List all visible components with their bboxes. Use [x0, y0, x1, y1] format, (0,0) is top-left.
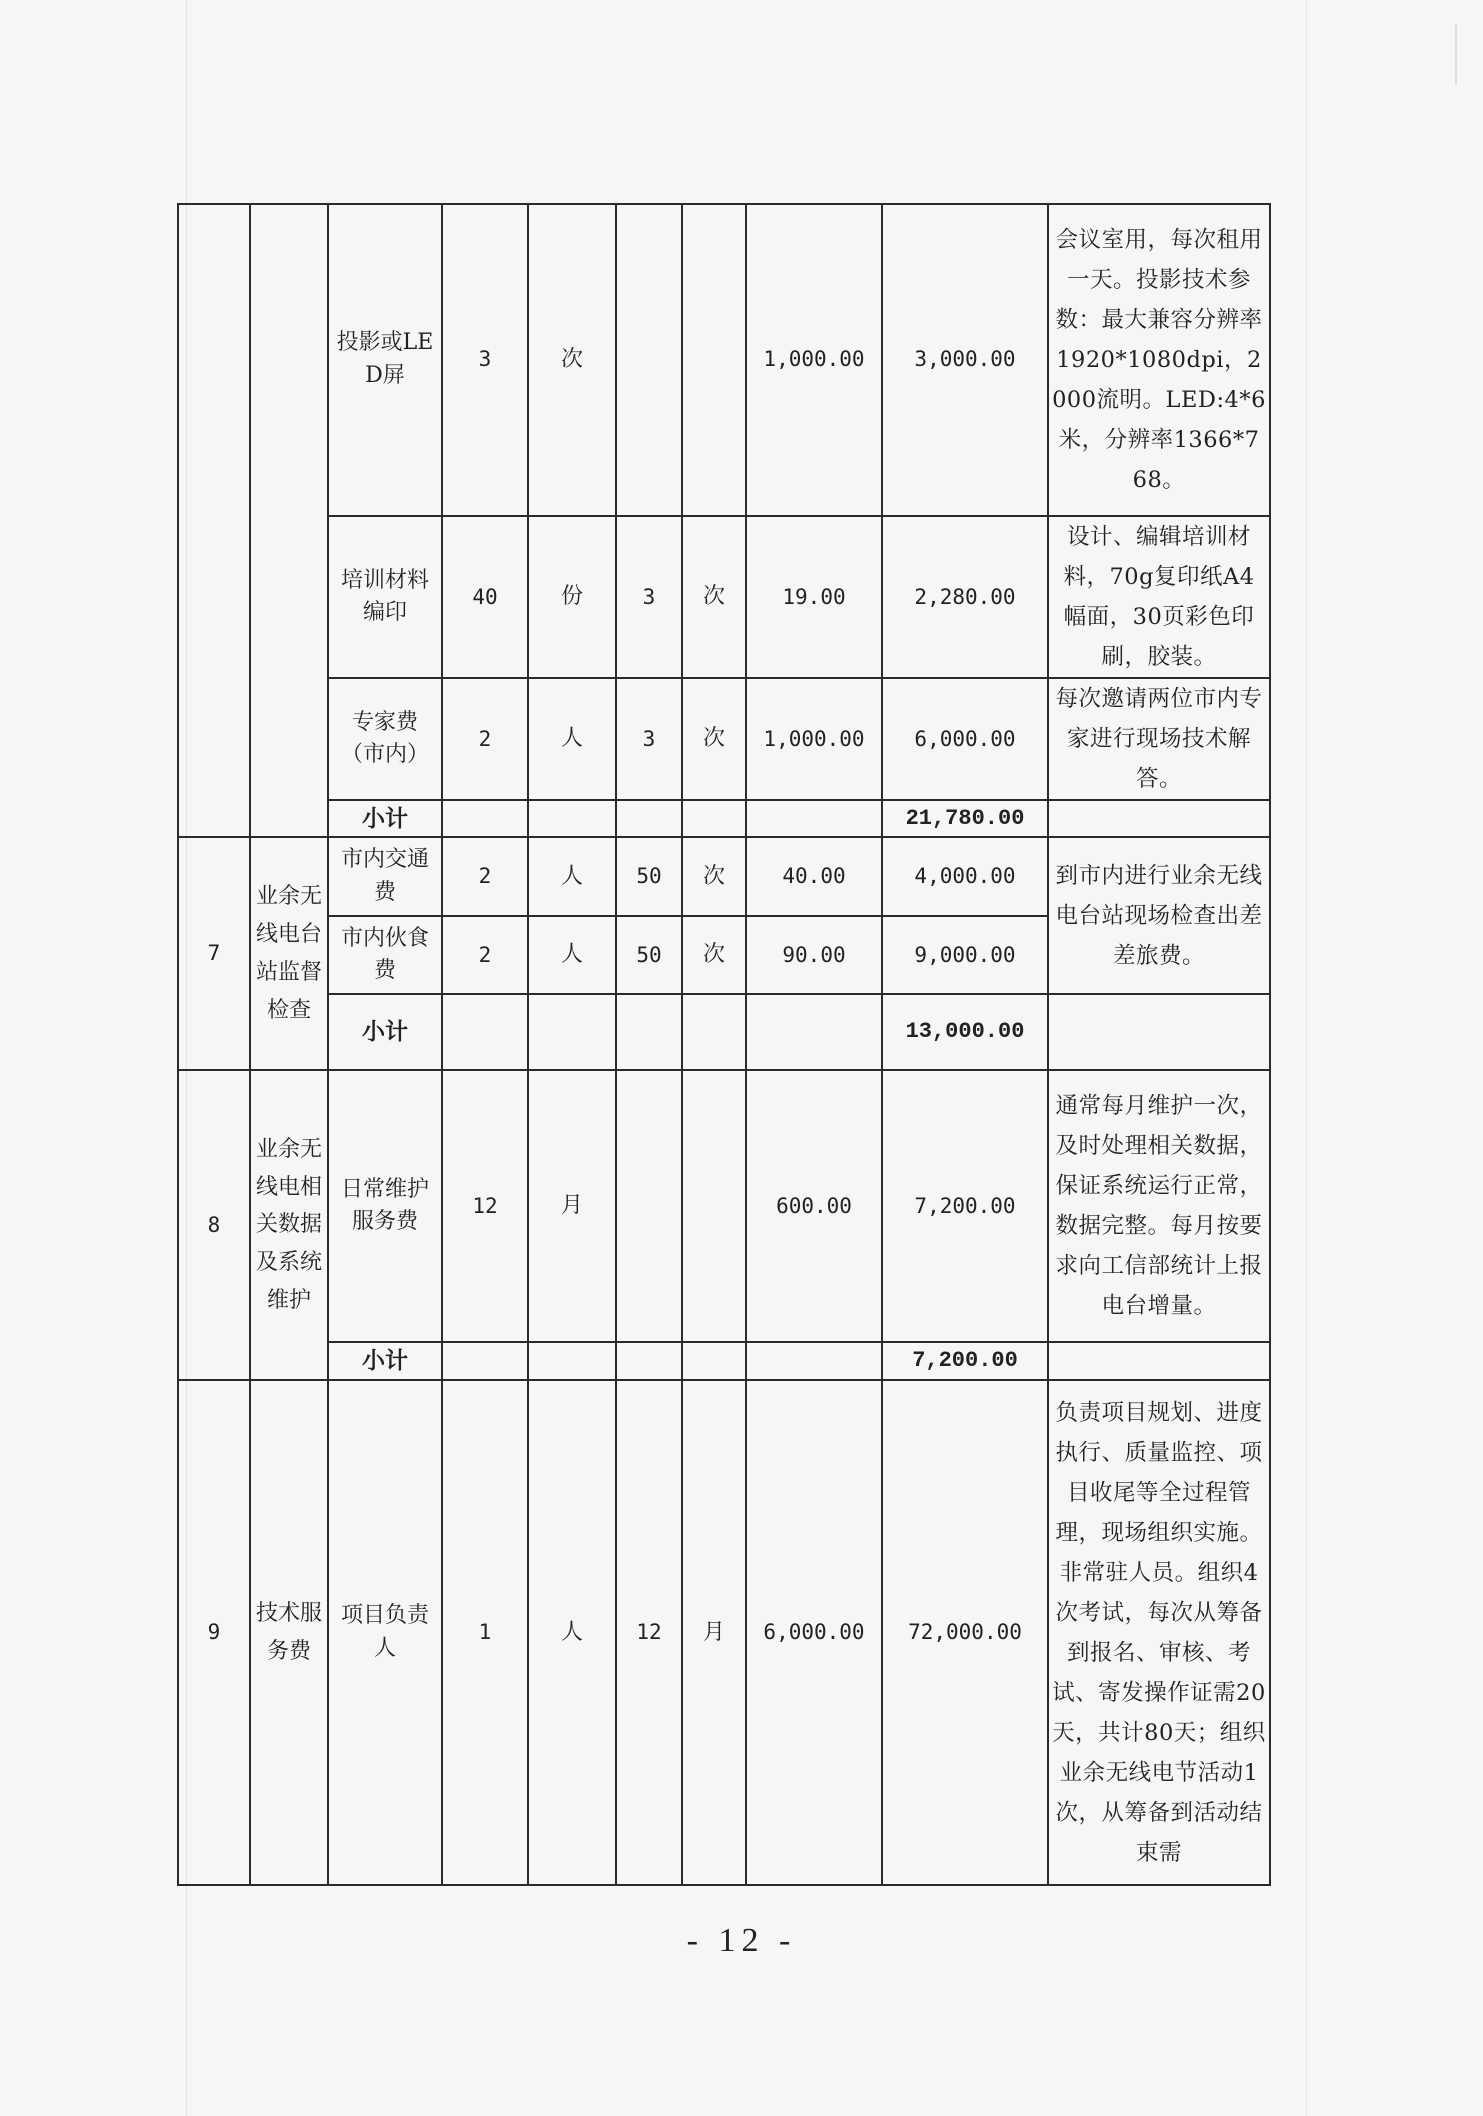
subtotal-amount: 21,780.00: [882, 800, 1048, 837]
subtotal-row: [178, 1342, 1270, 1380]
scan-mark: [1455, 24, 1457, 84]
budget-table: [177, 203, 1271, 1886]
table-row: [178, 678, 1270, 800]
unit-cell: 次: [682, 916, 746, 994]
no-cell: 8: [178, 1070, 250, 1380]
item-cell: 日常维护服务费: [328, 1070, 442, 1342]
amount-cell: 72,000.00: [882, 1380, 1048, 1885]
amount-cell: 4,000.00: [882, 837, 1048, 916]
unit-cell: 次: [682, 678, 746, 800]
item-cell: 培训材料编印: [328, 516, 442, 678]
unit-cell: 月: [682, 1380, 746, 1885]
qty-cell: 50: [616, 916, 682, 994]
unit-cell: 人: [528, 1380, 616, 1885]
remark-cell: 会议室用，每次租用一天。投影技术参数：最大兼容分辨率1920*1080dpi，2000流明。LED:4*6米，分辨率1366*768。: [1048, 204, 1270, 516]
unit-cell: 人: [528, 916, 616, 994]
qty-cell: 3: [616, 516, 682, 678]
unit-cell: [682, 204, 746, 516]
category-cell: 技术服务费: [250, 1380, 328, 1885]
subtotal-label: 小计: [328, 994, 442, 1070]
item-cell: 项目负责人: [328, 1380, 442, 1885]
qty-cell: 40: [442, 516, 528, 678]
amount-cell: 7,200.00: [882, 1070, 1048, 1342]
no-cell: 7: [178, 837, 250, 1070]
subtotal-row: [178, 800, 1270, 837]
remark-cell: 负责项目规划、进度执行、质量监控、项目收尾等全过程管理，现场组织实施。非常驻人员。组织4次考试，每次从筹备到报名、审核、考试、寄发操作证需20天，共计80天；组织业余无线电节活动1次，从筹备到活动结束需: [1048, 1380, 1270, 1885]
unit-cell: 人: [528, 678, 616, 800]
qty-cell: 3: [442, 204, 528, 516]
price-cell: 1,000.00: [746, 204, 882, 516]
item-cell: 投影或LED屏: [328, 204, 442, 516]
qty-cell: 2: [442, 916, 528, 994]
subtotal-amount: 7,200.00: [882, 1342, 1048, 1380]
price-cell: 19.00: [746, 516, 882, 678]
amount-cell: 6,000.00: [882, 678, 1048, 800]
subtotal-label: 小计: [328, 1342, 442, 1380]
qty-cell: 12: [442, 1070, 528, 1342]
subtotal-row: [178, 994, 1270, 1070]
unit-cell: 月: [528, 1070, 616, 1342]
qty-cell: [616, 204, 682, 516]
remark-cell: 通常每月维护一次，及时处理相关数据，保证系统运行正常，数据完整。每月按要求向工信部统计上报电台增量。: [1048, 1070, 1270, 1342]
unit-cell: 人: [528, 837, 616, 916]
price-cell: 6,000.00: [746, 1380, 882, 1885]
table-row: [178, 1380, 1270, 1885]
category-cell: 业余无线电相关数据及系统维护: [250, 1070, 328, 1380]
table-row: [178, 516, 1270, 678]
category-cell: 业余无线电台站监督检查: [250, 837, 328, 1070]
qty-cell: 50: [616, 837, 682, 916]
amount-cell: 3,000.00: [882, 204, 1048, 516]
qty-cell: 2: [442, 678, 528, 800]
qty-cell: 1: [442, 1380, 528, 1885]
price-cell: 90.00: [746, 916, 882, 994]
unit-cell: 份: [528, 516, 616, 678]
category-cell: [250, 204, 328, 837]
scan-margin-line: [1306, 0, 1307, 2116]
unit-cell: 次: [682, 837, 746, 916]
subtotal-amount: 13,000.00: [882, 994, 1048, 1070]
no-cell: 9: [178, 1380, 250, 1885]
page-number: - 12 -: [686, 1922, 797, 1959]
remark-cell: 到市内进行业余无线电台站现场检查出差差旅费。: [1048, 837, 1270, 994]
item-cell: 市内交通费: [328, 837, 442, 916]
amount-cell: 2,280.00: [882, 516, 1048, 678]
remark-cell: 每次邀请两位市内专家进行现场技术解答。: [1048, 678, 1270, 800]
price-cell: 40.00: [746, 837, 882, 916]
qty-cell: 3: [616, 678, 682, 800]
table-row: [178, 837, 1270, 916]
price-cell: 1,000.00: [746, 678, 882, 800]
item-cell: 市内伙食费: [328, 916, 442, 994]
price-cell: 600.00: [746, 1070, 882, 1342]
unit-cell: 次: [528, 204, 616, 516]
table-row: [178, 204, 1270, 516]
item-cell: 专家费（市内）: [328, 678, 442, 800]
subtotal-label: 小计: [328, 800, 442, 837]
amount-cell: 9,000.00: [882, 916, 1048, 994]
remark-cell: 设计、编辑培训材料，70g复印纸A4幅面，30页彩色印刷，胶装。: [1048, 516, 1270, 678]
qty-cell: 12: [616, 1380, 682, 1885]
table-row: [178, 1070, 1270, 1342]
no-cell: [178, 204, 250, 837]
qty-cell: 2: [442, 837, 528, 916]
unit-cell: 次: [682, 516, 746, 678]
